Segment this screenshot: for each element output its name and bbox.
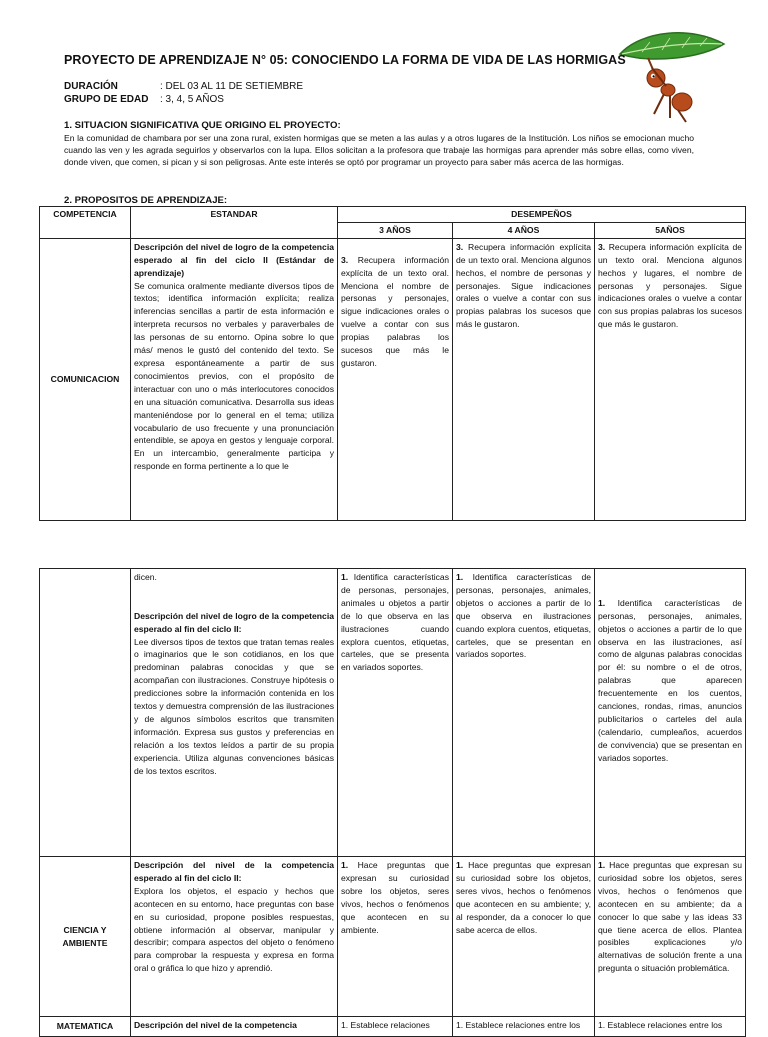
estandar-text: Lee diversos tipos de textos que tratan temas reales o imaginarios que le son cotidianos, en los que predominan palabras conocidas y que se acompañan con ilustraciones. Construye hipótesis o predicciones sobre la información contenida en los textos y demuestra comprensión de las ilustraciones y de algunos símbolos escritos que transmiten información. Expresa sus gustos y preferencias en relación a los textos leídos a partir de su propia experiencia. Utiliza algunas convenciones básicas de los textos escritos. xyxy=(134,636,334,776)
desempeno-4-anos xyxy=(453,857,595,1017)
estandar-heading: Descripción del nivel de logro de la competencia esperado al fin del ciclo II: xyxy=(134,610,334,634)
desempeno-text: Identifica características de personas, personajes, animales u objetos a partir de lo que observa en las ilustraciones cuando explora cuentos, etiquetas, carteles, que se presenta en variados soportes. xyxy=(341,572,449,673)
desempeno-3-anos xyxy=(338,238,453,520)
desempeno-4-anos xyxy=(453,569,595,857)
desempeno-text: Hace preguntas que expresan su curiosidad sobre los objetos, seres vivos, hechos o fenómenos que acontecen en su ambiente; y, al responder, da a conocer lo que sabe acerca de ellos. xyxy=(456,860,592,935)
item-number: 1. xyxy=(341,572,349,582)
item-number: 1. xyxy=(456,860,464,870)
duracion-label: DURACIÓN xyxy=(64,81,118,92)
estandar-text: Explora los objetos, el espacio y hechos que acontecen en su entorno, hace preguntas con base en su curiosidad, propone posibles respuestas, obtiene información al observar, manipular y describir; compara aspectos del objeto o fenómeno para comprobar la respuesta y expresa en forma oral o gráfica lo que hizo y aprendió. xyxy=(134,885,334,974)
desempeno-4-anos xyxy=(453,238,595,520)
section-1-title: 1. SITUACION SIGNIFICATIVA QUE ORIGINO EL PROYECTO: xyxy=(64,120,341,131)
competencia-ciencia: CIENCIA Y AMBIENTE xyxy=(40,857,131,1017)
desempeno-5-anos xyxy=(595,857,746,1017)
desempeno-5-anos xyxy=(595,569,746,857)
estandar-ciencia xyxy=(131,857,338,1017)
item-number: 3. xyxy=(598,241,606,252)
desempeno-5-anos xyxy=(595,238,746,520)
header-age-3: 3 AÑOS xyxy=(338,222,453,238)
desempeno-3-anos xyxy=(338,569,453,857)
item-number: 1. xyxy=(598,860,606,870)
grupo-value: : 3, 4, 5 AÑOS xyxy=(160,94,224,105)
desempeno-3-anos: 1. Establece relaciones xyxy=(338,1017,453,1037)
estandar-heading: Descripción del nivel de la competencia esperado al fin del ciclo II: xyxy=(134,860,334,883)
item-number: 3. xyxy=(341,254,349,265)
competencia-matematica: MATEMATICA xyxy=(40,1017,131,1037)
desempeno-text: Identifica características de personas, personajes, animales, objetos o acciones a partir de lo que observa en las ilustraciones, así como de algunas palabras conocidas por él: su nombre o el de otros, palabras que aparecen frecuentemente en los cuentos, canciones, rondas, rimas, anuncios publicitarios o carteles del aula (calendario, cumpleaños, acuerdos de convivencia) que se presentan en variados soportes. xyxy=(598,597,742,763)
purposes-table-part-2 xyxy=(39,568,746,1037)
estandar-lectura xyxy=(131,569,338,857)
desempeno-text: Recupera información explícita de un texto oral. Menciona algunos hechos y lugares, el nombre de personas y personajes. Sigue indicaciones orales o vuelve a contar con sus propias palabras los sucesos que más le gustaron. xyxy=(598,241,743,330)
purposes-table-part-1 xyxy=(39,206,746,521)
header-desempenos: DESEMPEÑOS xyxy=(338,207,746,223)
desempeno-text: Recupera información explícita de un texto oral. Menciona el nombre de personas y personajes, sigue indicaciones orales o vuelve a contar con sus propias palabras los sucesos que más le gustaron. xyxy=(341,254,449,368)
desempeno-text: Identifica características de personas, personajes, animales, objetos o acciones a partir de lo que observa en ilustraciones cuando explora cuentos, etiquetas, carteles, que se presentan en variados soportes. xyxy=(456,572,591,660)
header-competencia: COMPETENCIA xyxy=(40,207,131,239)
desempeno-4-anos: 1. Establece relaciones entre los xyxy=(453,1017,595,1037)
ant-with-leaf-icon xyxy=(612,24,732,124)
estandar-continuation: dicen. xyxy=(134,572,157,582)
item-number: 3. xyxy=(456,241,464,252)
desempeno-5-anos: 1. Establece relaciones entre los xyxy=(595,1017,746,1037)
desempeno-3-anos xyxy=(338,857,453,1017)
duracion-value: : DEL 03 AL 11 DE SETIEMBRE xyxy=(160,81,304,92)
section-1-text: En la comunidad de chambara por ser una zona rural, existen hormigas que se meten a las aulas y a otros lugares de la Institución. Los niños se emocionan mucho cuando las ven y les agrada seguirlos y observarlos con la lupa. Ellos solicitan a la profesora que trabaje las hormigas para aprender más sobre ellas, como viven, donde viven, que comen, si pican y si son peligrosas. Ante este interés se optó por programar un proyecto para saber más acerca de las hormigas. xyxy=(64,133,694,168)
section-2-title: 2. PROPOSITOS DE APRENDIZAJE: xyxy=(64,195,228,206)
competencia-empty xyxy=(40,569,131,857)
estandar-comunicacion xyxy=(131,238,338,520)
estandar-text: Se comunica oralmente mediante diversos tipos de textos; identifica información explícita; realiza inferencias sencillas a partir de esta información e interpreta recursos no verbales y paraverbales de las personas de su entorno. Opina sobre lo que más/ menos le gustó del contenido del texto. Se expresa espontáneamente a partir de sus conocimientos previos, con el propósito de interactuar con uno o más interlocutores conocidos en una situación comunicativa. Desarrolla sus ideas manteniéndose por lo general en el tema; utiliza vocabulario de uso frecuente y una pronunciación entendible, se apoya en gestos y lenguaje corporal. En un intercambio, generalmente participa y responde en forma pertinente a lo que le xyxy=(134,280,334,472)
header-age-5: 5AÑOS xyxy=(595,222,746,238)
competencia-comunicacion: COMUNICACION xyxy=(40,238,131,520)
estandar-heading: Descripción del nivel de logro de la competencia esperado al fin del ciclo II (Estándar de aprendizaje) xyxy=(134,241,334,278)
desempeno-text: Recupera información explícita de un texto oral. Menciona algunos hechos, el nombre de personas y personajes. Sigue indicaciones orales o vuelve a contar con sus propias palabras los sucesos que más le gustaron. xyxy=(456,241,591,330)
project-meta xyxy=(64,80,303,106)
item-number: 1. xyxy=(341,860,349,870)
estandar-heading: Descripción del nivel de la competencia xyxy=(134,1020,297,1030)
header-age-4: 4 AÑOS xyxy=(453,222,595,238)
desempeno-text: Hace preguntas que expresan su curiosidad sobre los objetos, seres vivos, hechos o fenómenos que acontecen en su ambiente; da a conocer lo que sabe y las ideas 33 que tiene acerca de ellos. Plantea posibles explicaciones y/o alternativas de solución frente a una pregunta o situación problemática. xyxy=(598,860,743,974)
desempeno-text: Hace preguntas que expresan su curiosidad sobre los objetos, seres vivos, hechos o fenómenos que acontecen en su ambiente. xyxy=(341,860,449,935)
item-number: 1. xyxy=(456,572,464,582)
document-title: PROYECTO DE APRENDIZAJE N° 05: CONOCIENDO LA FORMA DE VIDA DE LAS HORMIGAS xyxy=(64,53,626,67)
header-estandar: ESTANDAR xyxy=(131,207,338,239)
estandar-matematica xyxy=(131,1017,338,1037)
item-number: 1. xyxy=(598,597,606,608)
grupo-label: GRUPO DE EDAD xyxy=(64,94,149,105)
